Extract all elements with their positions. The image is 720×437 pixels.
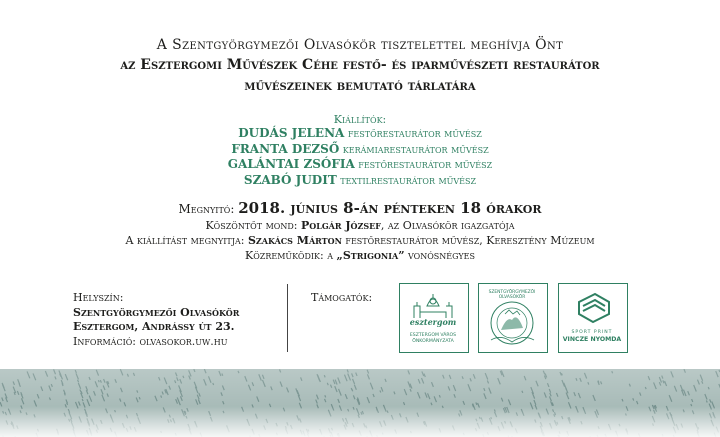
greeting-label: Köszöntőt mond: [205,219,298,232]
opening-label: Megnyitó: [178,202,235,216]
venue-address: Esztergom, Andrássy út 23. [73,320,235,333]
invitation-line-2: az Esztergomi Művészek Céhe festő- és iparművészeti restaurátor [120,57,600,73]
sponsor-caption: SZENTGYÖRGYMEZŐI [488,290,536,295]
opener-name: Szakács Márton [247,234,342,247]
venue-block [73,291,239,349]
sponsor-caption: SPORT PRINT [571,330,613,335]
exhibitor-name: SZABÓ JUDIT [243,172,337,187]
venue-info: Információ: olvasokor.uw.hu [73,334,228,348]
opener-label: A kiállítást megnyitja: [125,234,245,247]
performer-tail: vonósnégyes [408,249,475,262]
exhibitors-list [0,126,720,188]
exhibitor-item [0,157,720,173]
performer-name: „Strigonia” [336,249,405,262]
sponsor-caption: VINCZE NYOMDA [562,336,622,343]
divider [287,284,288,352]
performer-line [0,249,720,262]
decorative-band [0,369,720,437]
opener-line [0,234,720,247]
opener-role: festőrestaurátor művész, Keresztény Múzeum [345,234,595,247]
exhibitor-name: DUDÁS JELENA [238,126,345,140]
greeting-role: , az Olvasókör igazgatója [380,219,515,232]
venue-name: Szentgyörgymezői Olvasókör [73,305,240,319]
exhibitor-role: festőrestaurátor művész [358,158,493,171]
venue-label: Helyszín: [73,291,124,304]
vince-nyomda-logo-icon [558,283,628,353]
exhibitors-title: Kiállítók: [333,113,387,126]
invitation-line-3: művészeinek bemutató tárlatára [244,78,476,94]
olvasokor-seal-icon [478,283,548,353]
opening-date: 2018. június 8-án pénteken 18 órakor [238,199,542,217]
greeting-name: Polgár József [300,219,381,232]
exhibitor-item [0,142,720,158]
exhibitor-name: GALÁNTAI ZSÓFIA [227,157,355,171]
exhibitor-role: textilrestaurátor művész [340,173,477,187]
exhibitor-role: festőrestaurátor művész [347,127,482,140]
performer-label: Közreműködik: a [245,249,334,262]
sponsor-caption: ESZTERGOM VÁROS [409,333,457,338]
exhibitor-name: FRANTA DEZSŐ [231,141,340,156]
sponsors-label: Támogatók: [311,291,373,304]
opening-line [0,199,720,217]
invitation-line-1: A Szentgyörgymezői Olvasókör tisztelettel meghívja Önt [156,37,564,53]
sponsor-caption: ÖNKORMÁNYZATA [412,339,454,344]
sponsor-caption: OLVASÓKÖR [498,295,526,300]
esztergom-city-logo-icon [399,283,469,353]
exhibitor-item [0,126,720,142]
esztergom-wordmark: esztergom [409,317,457,327]
exhibitor-role: kerámiarestaurátor művész [342,142,489,156]
greeting-line [0,219,720,232]
exhibitor-item [0,173,720,189]
